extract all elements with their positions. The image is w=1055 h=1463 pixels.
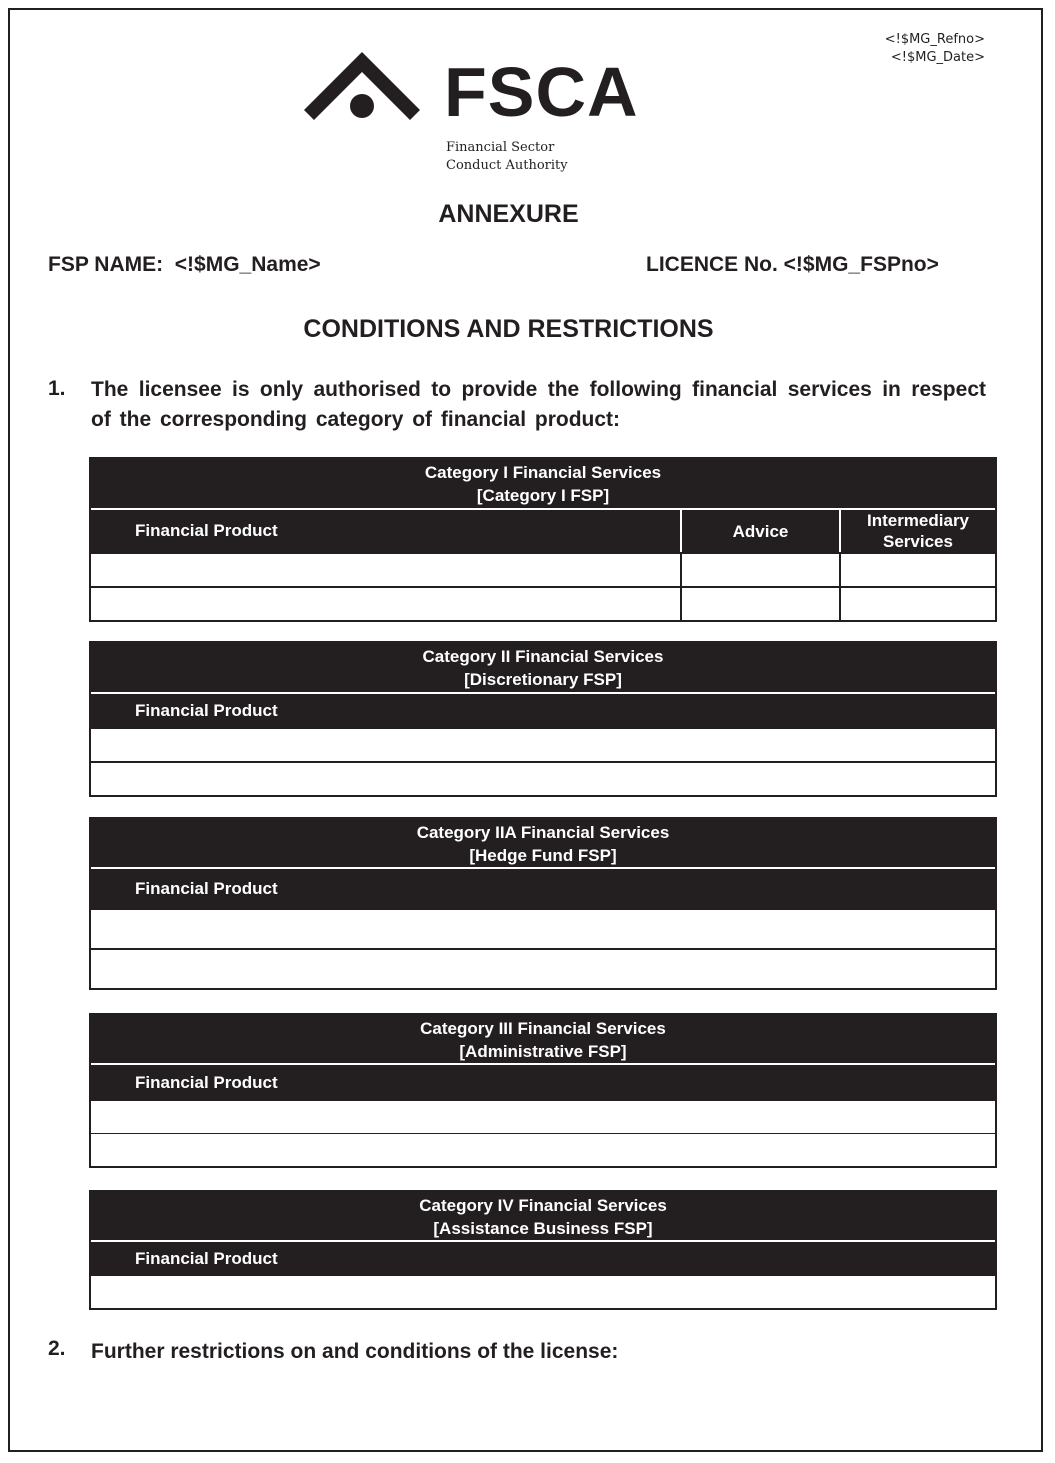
- category-i-subtitle: [Category I FSP]: [476, 486, 610, 505]
- table-cell: [91, 588, 680, 620]
- table-cell: [680, 588, 839, 620]
- category-i-col-advice: Advice: [680, 510, 839, 552]
- category-iii-col-product: Financial Product: [135, 1072, 278, 1092]
- table-cell: [839, 554, 995, 586]
- category-i-col-intermediary-line2: Services: [883, 532, 953, 551]
- category-ii-subtitle: [Discretionary FSP]: [464, 670, 622, 689]
- category-i-row: [91, 586, 995, 620]
- category-ii-title: Category II Financial Services: [422, 647, 664, 666]
- fsca-logo: [302, 48, 647, 178]
- category-iv-subtitle: [Assistance Business FSP]: [433, 1219, 653, 1238]
- item1-number: 1.: [48, 377, 66, 400]
- category-iii-row: [91, 1133, 995, 1166]
- category-iia-table: [89, 817, 997, 990]
- category-i-row: [91, 552, 995, 586]
- logo-tagline-line1: Financial Sector: [446, 140, 555, 155]
- category-iia-col-product: Financial Product: [135, 878, 278, 898]
- category-iii-title-block: [91, 1015, 995, 1065]
- category-ii-col-product: Financial Product: [135, 700, 278, 720]
- category-i-col-intermediary-line1: Intermediary: [866, 511, 970, 530]
- reference-number: <!$MG_Refno>: [884, 32, 985, 47]
- category-iia-row: [91, 948, 995, 988]
- licence-number-field: LICENCE No. <!$MG_FSPno>: [646, 253, 939, 276]
- fsca-roof-dot-icon: [302, 48, 424, 124]
- category-iv-table: [89, 1190, 997, 1310]
- item1-text: The licensee is only authorised to provide the following financial services in respect of the corresponding category of financial product:: [91, 378, 986, 431]
- category-iv-col-product: Financial Product: [135, 1249, 278, 1268]
- category-iia-header-row: [91, 869, 995, 908]
- logo-tagline: [446, 139, 568, 175]
- fsp-name-field: FSP NAME: <!$MG_Name>: [48, 253, 321, 276]
- category-iii-table: [89, 1013, 997, 1168]
- category-iv-title-block: [91, 1192, 995, 1242]
- category-iii-title: Category III Financial Services: [420, 1019, 666, 1038]
- logo-wordmark: FSCA: [444, 53, 639, 131]
- reference-block: [885, 31, 985, 67]
- reference-date: <!$MG_Date>: [890, 50, 985, 65]
- table-cell: [91, 554, 680, 586]
- category-ii-title-block: [91, 643, 995, 694]
- category-i-table: [89, 457, 997, 622]
- item2-text: Further restrictions on and conditions of the license:: [91, 1340, 619, 1363]
- category-ii-header-row: [91, 694, 995, 727]
- category-iv-title: Category IV Financial Services: [419, 1196, 667, 1215]
- category-iii-row: [91, 1100, 995, 1133]
- logo-tagline-line2: Conduct Authority: [446, 158, 568, 173]
- category-i-col-product: Financial Product: [135, 521, 278, 540]
- conditions-heading: CONDITIONS AND RESTRICTIONS: [303, 315, 714, 343]
- category-iia-subtitle: [Hedge Fund FSP]: [469, 846, 617, 865]
- category-ii-row: [91, 761, 995, 795]
- category-i-col-intermediary: [839, 510, 995, 552]
- item2-number: 2.: [48, 1337, 66, 1360]
- category-iii-subtitle: [Administrative FSP]: [459, 1042, 627, 1061]
- category-iia-title: Category IIA Financial Services: [416, 823, 670, 842]
- category-iia-title-block: [91, 819, 995, 869]
- category-iia-row: [91, 908, 995, 948]
- category-iv-header-row: [91, 1242, 995, 1276]
- category-iv-row: [91, 1276, 995, 1308]
- category-i-title-block: [91, 459, 995, 510]
- table-cell: [680, 554, 839, 586]
- table-cell: [839, 588, 995, 620]
- category-i-title: Category I Financial Services: [424, 463, 662, 482]
- document-title: ANNEXURE: [438, 200, 579, 228]
- category-i-header-row: [91, 510, 995, 552]
- category-ii-table: [89, 641, 997, 797]
- category-ii-row: [91, 727, 995, 761]
- category-iii-header-row: [91, 1065, 995, 1100]
